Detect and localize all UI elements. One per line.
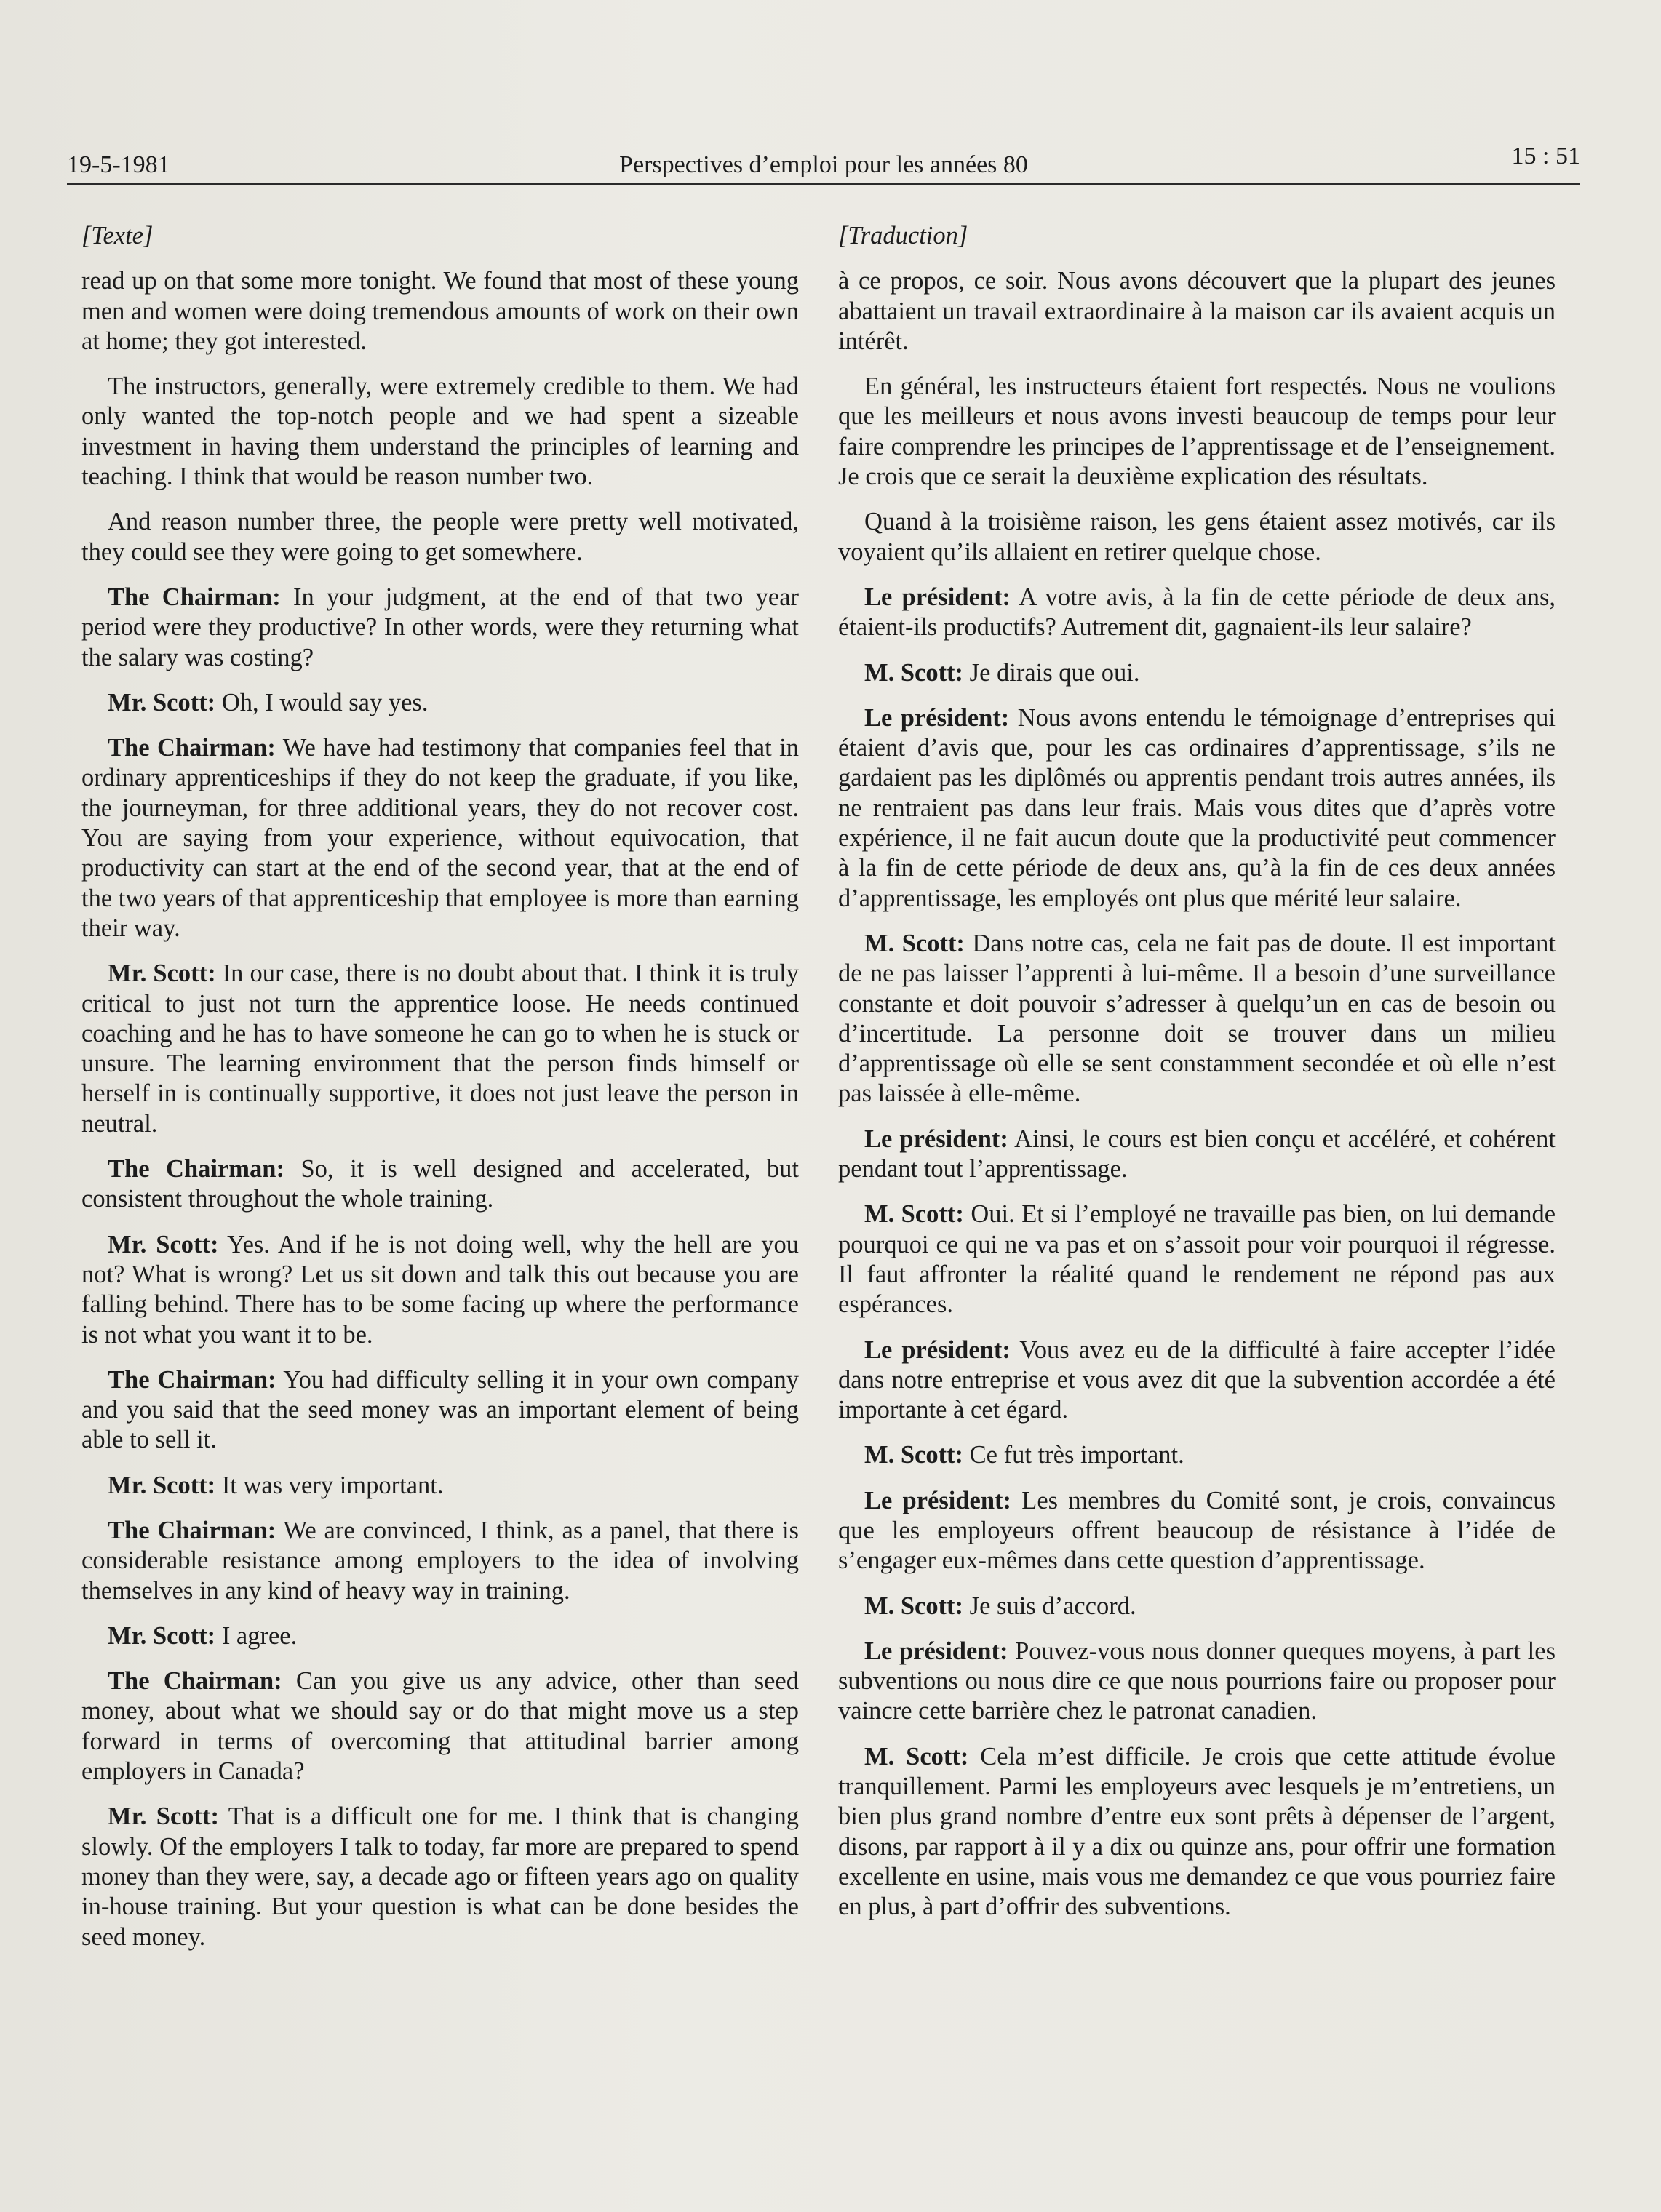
french-paragraphs [838, 266, 1556, 1922]
paragraph [81, 1154, 799, 1215]
speaker-name: Mr. Scott: [108, 1621, 216, 1650]
paragraph-text: Vous avez eu de la difficulté à faire accepter l’idée dans notre entreprise et vous avez dit que la subvention accordée a été importante à cet égard. [838, 1335, 1556, 1424]
paragraph [838, 1486, 1556, 1576]
header-page-number: 15 : 51 [1511, 143, 1580, 169]
paragraph [838, 703, 1556, 914]
english-column [81, 221, 799, 1968]
paragraph-text: Ainsi, le cours est bien conçu et accéléré, et cohérent pendant tout l’apprentissage. [838, 1125, 1556, 1183]
speaker-name: M. Scott: [864, 1441, 964, 1469]
paragraph-text: And reason number three, the people were pretty well motivated, they could see they were going to get somewhere. [81, 508, 799, 566]
paragraph-text: read up on that some more tonight. We found that most of these young men and women were doing tremendous amounts of work on their own at home; they got interested. [81, 267, 799, 355]
paragraph [838, 583, 1556, 643]
speaker-name: The Chairman: [108, 1516, 276, 1544]
paragraph [838, 372, 1556, 492]
paragraph [838, 1335, 1556, 1426]
column-label-traduction: [Traduction] [838, 222, 968, 249]
speaker-name: The Chairman: [108, 1667, 282, 1696]
paragraph [81, 1666, 799, 1786]
paragraph [81, 1621, 799, 1651]
speaker-name: Mr. Scott: [108, 959, 216, 988]
paragraph-text: En général, les instructeurs étaient fort respectés. Nous ne voulions que les meilleurs et nous avons investi beaucoup de temps pour leur faire comprendre les principes de l’apprentissage et de l’enseignement. Je crois que ce serait la deuxième explication des résultats. [838, 372, 1556, 491]
paragraph-text: Oui. Et si l’employé ne travaille pas bien, on lui demande pourquoi ce qui ne va pas et on s’assoit pour voir pourquoi il régresse. Il faut affronter la réalité quand le rendement ne répond pas aux espérances. [838, 1200, 1556, 1319]
running-header [67, 138, 1580, 185]
paragraph-text: It was very important. [221, 1471, 444, 1499]
paragraph-text: Dans notre cas, cela ne fait pas de doute. Il est important de ne pas laisser l’apprenti à lui-même. Il a besoin d’une surveillance constante et doit pouvoir s’adresser à quelqu’un en cas de besoin ou d’incertitude. La personne doit se trouver dans un milieu d’apprentissage où elle se sent constamment secondée et où elle n’est pas laissée à elle-même. [838, 929, 1556, 1108]
paragraph [81, 688, 799, 718]
speaker-name: Le président: [864, 1637, 1008, 1665]
paragraph [81, 1365, 799, 1456]
speaker-name: Le président: [864, 583, 1011, 611]
paragraph [81, 372, 799, 492]
speaker-name: M. Scott: [864, 1200, 964, 1229]
paragraph-text: So, it is well designed and accelerated, but consistent throughout the whole training. [81, 1155, 800, 1213]
column-label-texte: [Texte] [81, 222, 154, 249]
speaker-name: M. Scott: [864, 1742, 969, 1770]
paragraph-text: Je dirais que oui. [969, 658, 1140, 687]
speaker-name: Mr. Scott: [108, 1471, 216, 1499]
paragraph-text: In our case, there is no doubt about that. I think it is truly critical to just not turn the apprentice loose. He needs continued coaching and he has to have someone he can go to when he is stuck or unsure. The learning environment that the person finds himself or herself in is continually supportive, it does not just leave the person in neutral. [81, 959, 799, 1138]
paragraph-text: We are convinced, I think, as a panel, that there is considerable resistance among employers to the idea of involving themselves in any kind of heavy way in training. [81, 1516, 799, 1605]
paragraph-text: That is a difficult one for me. I think that is changing slowly. Of the employers I talk to today, far more are prepared to spend money than they were, say, a decade ago or fifteen years ago on quality in-house training. But your question is what can be done besides the seed money. [81, 1802, 799, 1951]
paragraph-text: Yes. And if he is not doing well, why the hell are you not? What is wrong? Let us sit down and talk this out because you are falling behind. There has to be some facing up where the performance is not what you want it to be. [81, 1230, 799, 1349]
paragraph [838, 929, 1556, 1109]
paragraph-text: I agree. [221, 1621, 298, 1650]
speaker-name: Le président: [864, 1125, 1008, 1153]
french-column [838, 221, 1556, 1938]
paragraph-text: You had difficulty selling it in your own company and you said that the seed money was an important element of being able to sell it. [81, 1365, 799, 1454]
paragraph [81, 1471, 799, 1501]
speaker-name: M. Scott: [864, 658, 964, 687]
paragraph-text: Les membres du Comité sont, je crois, convaincus que les employeurs offrent beaucoup de résistance à l’idée de s’engager eux-mêmes dans cette question d’apprentissage. [838, 1486, 1556, 1575]
paragraph [838, 1440, 1556, 1470]
paragraph [838, 1199, 1556, 1319]
paragraph [81, 733, 799, 943]
speaker-name: The Chairman: [108, 1155, 284, 1183]
paragraph [838, 507, 1556, 567]
paragraph-text: Can you give us any advice, other than seed money, about what we should say or do that might move us a step forward in terms of overcoming that attitudinal barrier among employers in Canada? [81, 1667, 799, 1786]
paragraph-text: Ce fut très important. [969, 1441, 1184, 1469]
paragraph [81, 1802, 799, 1952]
speaker-name: The Chairman: [108, 734, 276, 762]
speaker-name: Mr. Scott: [108, 1802, 219, 1831]
paragraph [81, 959, 799, 1139]
paragraph [838, 1742, 1556, 1922]
paragraph [838, 1125, 1556, 1185]
paragraph-text: Pouvez-vous nous donner queques moyens, à part les subventions ou nous dire ce que nous pourrions faire ou proposer pour vaincre cette barrière chez le patronat canadien. [838, 1637, 1556, 1725]
speaker-name: M. Scott: [864, 929, 965, 957]
paragraph [838, 658, 1556, 688]
paragraph [81, 1230, 799, 1350]
paragraph [838, 1637, 1556, 1727]
paragraph-text: Oh, I would say yes. [221, 688, 429, 716]
header-date: 19-5-1981 [67, 151, 170, 178]
speaker-name: Le président: [864, 1335, 1011, 1364]
paragraph-text: à ce propos, ce soir. Nous avons découvert que la plupart des jeunes abattaient un travail extraordinaire à la maison car ils avaient acquis un intérêt. [838, 267, 1556, 355]
speaker-name: Mr. Scott: [108, 688, 216, 716]
speaker-name: Mr. Scott: [108, 1230, 219, 1258]
paragraph [81, 583, 799, 673]
paragraph-text: The instructors, generally, were extremely credible to them. We had only wanted the top-notch people and we had spent a sizeable investment in having them understand the principles of learning and teaching. I think that would be reason number two. [81, 372, 799, 491]
speaker-name: The Chairman: [108, 1365, 276, 1394]
paragraph [81, 1516, 799, 1606]
paragraph-text: We have had testimony that companies feel that in ordinary apprenticeships if they do not keep the graduate, if you like, the journeyman, for three additional years, they do not recover cost. You are saying from your experience, without equivocation, that productivity can start at the end of the second year, that at the end of the two years of that apprenticeship that employee is more than earning their way. [81, 734, 799, 942]
header-title: Perspectives d’emploi pour les années 80 [619, 151, 1028, 178]
paragraph-text: In your judgment, at the end of that two year period were they productive? In other words, were they returning what the salary was costing? [81, 583, 799, 671]
paragraph [81, 507, 799, 567]
paragraph-text: Cela m’est difficile. Je crois que cette attitude évolue tranquillement. Parmi les employeurs avec lesquels je m’entretiens, un bien plus grand nombre d’entre eux sont prêts à dépenser de l’argent, disons, par rapport à il y a dix ou quinze ans, pour offrir une formation excellente en usine, mais vous me demandez ce que vous pourriez faire en plus, à part d’offrir des subventions. [838, 1742, 1556, 1921]
paragraph-text: A votre avis, à la fin de cette période de deux ans, étaient-ils productifs? Autrement dit, gagnaient-ils leur salaire? [838, 583, 1556, 642]
speaker-name: Le président: [864, 703, 1010, 732]
paragraph-text: Quand à la troisième raison, les gens étaient assez motivés, car ils voyaient qu’ils allaient en retirer quelque chose. [838, 508, 1556, 566]
speaker-name: M. Scott: [864, 1592, 964, 1620]
paragraph [81, 266, 799, 356]
paragraph-text: Je suis d’accord. [969, 1592, 1136, 1620]
english-paragraphs [81, 266, 799, 1952]
paragraph [838, 266, 1556, 356]
paragraph-text: Nous avons entendu le témoignage d’entreprises qui étaient d’avis que, pour les cas ordinaires d’apprentissage, s’ils ne gardaient pas les diplômés ou apprentis pendant trois autres années, ils ne rentraient pas dans leur frais. Mais vous dites que d’après votre expérience, il ne fait aucun doute que la productivité peut commencer à la fin de cette période de deux ans, qu’à la fin de ces deux années d’apprentissage, les employés ont plus que mérité leur salaire. [838, 703, 1556, 912]
speaker-name: The Chairman: [108, 583, 281, 611]
speaker-name: Le président: [864, 1486, 1012, 1514]
paragraph [838, 1592, 1556, 1621]
